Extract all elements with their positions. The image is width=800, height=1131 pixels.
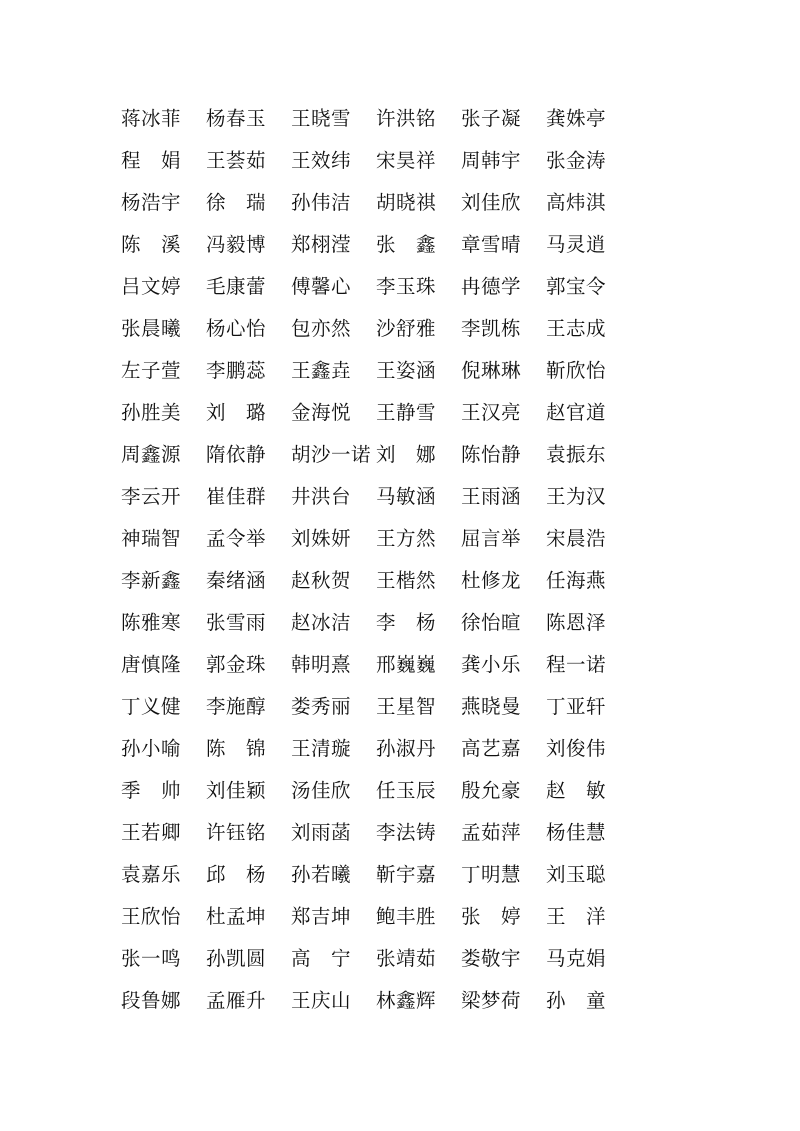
name-entry: 丁明慧 <box>461 863 522 886</box>
name-entry: 李云开 <box>121 485 182 508</box>
name-entry: 王方然 <box>376 527 437 550</box>
name-entry: 冯毅博 <box>206 233 267 256</box>
name-list <box>121 98 621 1022</box>
name-entry: 章雪晴 <box>461 233 522 256</box>
name-entry: 燕晓曼 <box>461 695 522 718</box>
name-entry: 王荟茹 <box>206 149 267 172</box>
name-entry: 隋依静 <box>206 443 267 466</box>
name-entry: 李新鑫 <box>121 569 182 592</box>
name-entry: 孙淑丹 <box>376 737 437 760</box>
name-entry: 邢巍巍 <box>376 653 437 676</box>
name-entry: 沙舒雅 <box>376 317 437 340</box>
name-entry: 郑栩滢 <box>291 233 352 256</box>
name-entry: 袁振东 <box>546 443 607 466</box>
name-entry: 孙胜美 <box>121 401 182 424</box>
name-entry: 王晓雪 <box>291 107 352 130</box>
name-entry: 胡沙一诺 <box>291 443 372 466</box>
name-entry: 孙伟洁 <box>291 191 352 214</box>
name-entry: 陈恩泽 <box>546 611 607 634</box>
name-entry: 张 婷 <box>461 905 522 928</box>
name-entry: 程 娟 <box>121 149 182 172</box>
name-entry: 高艺嘉 <box>461 737 522 760</box>
name-entry: 陈雅寒 <box>121 611 182 634</box>
name-entry: 王志成 <box>546 317 607 340</box>
name-entry: 王静雪 <box>376 401 437 424</box>
name-entry: 包亦然 <box>291 317 352 340</box>
name-entry: 靳宇嘉 <box>376 863 437 886</box>
name-entry: 刘 娜 <box>376 443 437 466</box>
name-entry: 徐 瑞 <box>206 191 267 214</box>
name-entry: 李玉珠 <box>376 275 437 298</box>
name-entry: 李施醇 <box>206 695 267 718</box>
name-entry: 杜修龙 <box>461 569 522 592</box>
name-entry: 李凯栋 <box>461 317 522 340</box>
name-entry: 崔佳群 <box>206 485 267 508</box>
name-entry: 王雨涵 <box>461 485 522 508</box>
name-entry: 赵 敏 <box>546 779 607 802</box>
name-entry: 段鲁娜 <box>121 989 182 1012</box>
name-entry: 刘佳颖 <box>206 779 267 802</box>
name-entry: 刘 璐 <box>206 401 267 424</box>
name-entry: 傅馨心 <box>291 275 352 298</box>
name-entry: 刘俊伟 <box>546 737 607 760</box>
name-entry: 孟茹萍 <box>461 821 522 844</box>
name-entry: 杨浩宇 <box>121 191 182 214</box>
name-entry: 孙凯圆 <box>206 947 267 970</box>
name-entry: 梁梦荷 <box>461 989 522 1012</box>
name-entry: 宋晨浩 <box>546 527 607 550</box>
name-entry: 周韩宇 <box>461 149 522 172</box>
name-entry: 孟雁升 <box>206 989 267 1012</box>
name-entry: 胡晓祺 <box>376 191 437 214</box>
name-entry: 丁亚轩 <box>546 695 607 718</box>
name-entry: 王效纬 <box>291 149 352 172</box>
name-entry: 王欣怡 <box>121 905 182 928</box>
name-entry: 金海悦 <box>291 401 352 424</box>
name-entry: 刘玉聪 <box>546 863 607 886</box>
name-entry: 孟令举 <box>206 527 267 550</box>
name-entry: 邱 杨 <box>206 863 267 886</box>
name-entry: 许洪铭 <box>376 107 437 130</box>
name-entry: 李鹏蕊 <box>206 359 267 382</box>
name-entry: 杨心怡 <box>206 317 267 340</box>
name-entry: 陈 溪 <box>121 233 182 256</box>
name-entry: 王若卿 <box>121 821 182 844</box>
name-entry: 娄敬宇 <box>461 947 522 970</box>
name-entry: 袁嘉乐 <box>121 863 182 886</box>
name-entry: 赵冰洁 <box>291 611 352 634</box>
name-entry: 王鑫垚 <box>291 359 352 382</box>
name-entry: 陈怡静 <box>461 443 522 466</box>
name-entry: 冉德学 <box>461 275 522 298</box>
name-entry: 王为汉 <box>546 485 607 508</box>
name-entry: 殷允豪 <box>461 779 522 802</box>
name-entry: 王汉亮 <box>461 401 522 424</box>
name-entry: 韩明熹 <box>291 653 352 676</box>
name-entry: 神瑞智 <box>121 527 182 550</box>
name-entry: 王庆山 <box>291 989 352 1012</box>
name-entry: 张金涛 <box>546 149 607 172</box>
name-entry: 左子萱 <box>121 359 182 382</box>
name-entry: 刘雨菡 <box>291 821 352 844</box>
name-entry: 赵秋贺 <box>291 569 352 592</box>
name-entry: 张一鸣 <box>121 947 182 970</box>
name-entry: 娄秀丽 <box>291 695 352 718</box>
name-entry: 周鑫源 <box>121 443 182 466</box>
name-entry: 蒋冰菲 <box>121 107 182 130</box>
name-entry: 郭宝令 <box>546 275 607 298</box>
name-entry: 唐慎隆 <box>121 653 182 676</box>
name-entry: 龚小乐 <box>461 653 522 676</box>
name-entry: 李 杨 <box>376 611 437 634</box>
name-entry: 马灵逍 <box>546 233 607 256</box>
name-entry: 孙小喻 <box>121 737 182 760</box>
name-entry: 高炜淇 <box>546 191 607 214</box>
name-entry: 郑吉坤 <box>291 905 352 928</box>
name-entry: 李法铸 <box>376 821 437 844</box>
name-entry: 王星智 <box>376 695 437 718</box>
name-entry: 张 鑫 <box>376 233 437 256</box>
name-entry: 季 帅 <box>121 779 182 802</box>
name-entry: 井洪台 <box>291 485 352 508</box>
name-entry: 王姿涵 <box>376 359 437 382</box>
name-entry: 王 洋 <box>546 905 607 928</box>
name-entry: 刘姝妍 <box>291 527 352 550</box>
name-entry: 靳欣怡 <box>546 359 607 382</box>
name-entry: 赵官道 <box>546 401 607 424</box>
name-entry: 许钰铭 <box>206 821 267 844</box>
name-entry: 张靖茹 <box>376 947 437 970</box>
name-entry: 张子凝 <box>461 107 522 130</box>
name-entry: 林鑫辉 <box>376 989 437 1012</box>
name-entry: 鲍丰胜 <box>376 905 437 928</box>
name-entry: 陈 锦 <box>206 737 267 760</box>
name-entry: 孙 童 <box>546 989 607 1012</box>
name-entry: 丁义健 <box>121 695 182 718</box>
name-entry: 郭金珠 <box>206 653 267 676</box>
name-entry: 汤佳欣 <box>291 779 352 802</box>
name-entry: 张晨曦 <box>121 317 182 340</box>
name-entry: 屈言举 <box>461 527 522 550</box>
name-entry: 倪琳琳 <box>461 359 522 382</box>
name-entry: 王楷然 <box>376 569 437 592</box>
name-entry: 宋昊祥 <box>376 149 437 172</box>
name-entry: 吕文婷 <box>121 275 182 298</box>
name-entry: 刘佳欣 <box>461 191 522 214</box>
name-entry: 杨佳慧 <box>546 821 607 844</box>
name-entry: 程一诺 <box>546 653 607 676</box>
name-entry: 任海燕 <box>546 569 607 592</box>
name-entry: 王清璇 <box>291 737 352 760</box>
name-entry: 张雪雨 <box>206 611 267 634</box>
name-entry: 孙若曦 <box>291 863 352 886</box>
name-entry: 马克娟 <box>546 947 607 970</box>
name-entry: 马敏涵 <box>376 485 437 508</box>
name-entry: 秦绪涵 <box>206 569 267 592</box>
name-entry: 毛康蕾 <box>206 275 267 298</box>
name-entry: 任玉辰 <box>376 779 437 802</box>
name-entry: 杜孟坤 <box>206 905 267 928</box>
name-entry: 高 宁 <box>291 947 352 970</box>
name-entry: 龚姝亭 <box>546 107 607 130</box>
name-entry: 杨春玉 <box>206 107 267 130</box>
name-entry: 徐怡暄 <box>461 611 522 634</box>
